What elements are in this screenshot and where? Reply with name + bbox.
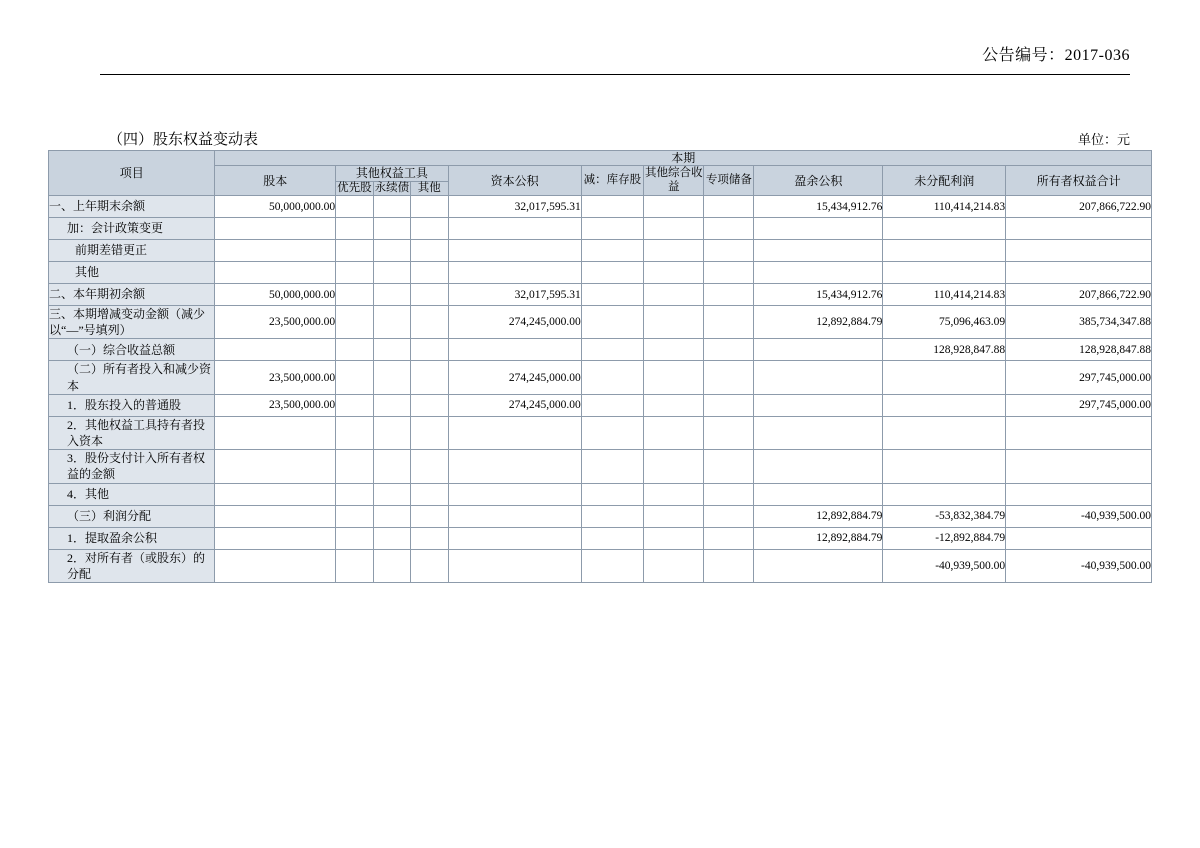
cell-other-comprehensive: [644, 284, 704, 306]
cell-other-comprehensive: [644, 196, 704, 218]
cell-perpetual: [373, 549, 410, 582]
cell-treasury: [581, 416, 643, 449]
cell-other-comprehensive: [644, 549, 704, 582]
cell-share-capital: 23,500,000.00: [215, 394, 336, 416]
cell-total-equity: [1006, 416, 1152, 449]
table-row: [49, 339, 1152, 361]
cell-capital-reserve: [448, 416, 581, 449]
cell-share-capital: 23,500,000.00: [215, 306, 336, 339]
cell-surplus-reserve: [754, 240, 883, 262]
cell-perpetual: [373, 284, 410, 306]
row-label: 2．其他权益工具持有者投入资本: [49, 416, 215, 449]
cell-total-equity: 385,734,347.88: [1006, 306, 1152, 339]
cell-special-reserve: [704, 361, 754, 394]
cell-treasury: [581, 527, 643, 549]
cell-total-equity: [1006, 218, 1152, 240]
table-row: [49, 416, 1152, 449]
cell-preferred: [336, 306, 373, 339]
cell-other-comprehensive: [644, 262, 704, 284]
cell-share-capital: 50,000,000.00: [215, 284, 336, 306]
cell-undistributed: [883, 262, 1006, 284]
cell-perpetual: [373, 361, 410, 394]
cell-capital-reserve: [448, 527, 581, 549]
cell-preferred: [336, 527, 373, 549]
cell-share-capital: [215, 549, 336, 582]
cell-special-reserve: [704, 218, 754, 240]
cell-special-reserve: [704, 549, 754, 582]
cell-total-equity: [1006, 527, 1152, 549]
cell-share-capital: [215, 262, 336, 284]
row-label: 其他: [49, 262, 215, 284]
cell-capital-reserve: 274,245,000.00: [448, 361, 581, 394]
cell-undistributed: 128,928,847.88: [883, 339, 1006, 361]
cell-preferred: [336, 450, 373, 483]
cell-undistributed: [883, 361, 1006, 394]
row-label: （二）所有者投入和减少资本: [49, 361, 215, 394]
cell-other-instrument: [411, 416, 448, 449]
table-row: [49, 361, 1152, 394]
cell-surplus-reserve: [754, 549, 883, 582]
cell-total-equity: [1006, 450, 1152, 483]
cell-total-equity: -40,939,500.00: [1006, 549, 1152, 582]
cell-other-comprehensive: [644, 394, 704, 416]
cell-special-reserve: [704, 394, 754, 416]
cell-other-comprehensive: [644, 483, 704, 505]
table-row: [49, 262, 1152, 284]
row-label: 1．提取盈余公积: [49, 527, 215, 549]
cell-other-comprehensive: [644, 339, 704, 361]
header-preferred-shares: 优先股: [337, 181, 372, 194]
cell-surplus-reserve: 15,434,912.76: [754, 196, 883, 218]
cell-treasury: [581, 262, 643, 284]
cell-other-comprehensive: [644, 361, 704, 394]
row-label: 3．股份支付计入所有者权益的金额: [49, 450, 215, 483]
header-treasury-stock: 减：库存股: [581, 166, 643, 196]
cell-total-equity: [1006, 240, 1152, 262]
table-header-period: [49, 151, 1152, 166]
cell-capital-reserve: 32,017,595.31: [448, 284, 581, 306]
cell-perpetual: [373, 505, 410, 527]
section-title-row: [108, 128, 1130, 149]
table-row: [49, 240, 1152, 262]
cell-undistributed: [883, 450, 1006, 483]
cell-surplus-reserve: [754, 483, 883, 505]
cell-capital-reserve: 274,245,000.00: [448, 394, 581, 416]
cell-undistributed: 110,414,214.83: [883, 284, 1006, 306]
cell-undistributed: [883, 218, 1006, 240]
table-row: [49, 450, 1152, 483]
cell-treasury: [581, 196, 643, 218]
cell-surplus-reserve: [754, 218, 883, 240]
cell-other-instrument: [411, 483, 448, 505]
cell-special-reserve: [704, 505, 754, 527]
cell-undistributed: 75,096,463.09: [883, 306, 1006, 339]
header-share-capital: 股本: [215, 166, 336, 196]
cell-undistributed: [883, 240, 1006, 262]
cell-undistributed: -12,892,884.79: [883, 527, 1006, 549]
cell-special-reserve: [704, 527, 754, 549]
header-item: 项目: [49, 151, 215, 196]
row-label: 1．股东投入的普通股: [49, 394, 215, 416]
header-period: 本期: [215, 151, 1152, 166]
cell-total-equity: [1006, 262, 1152, 284]
table-row: [49, 505, 1152, 527]
cell-other-comprehensive: [644, 527, 704, 549]
cell-preferred: [336, 284, 373, 306]
cell-total-equity: 207,866,722.90: [1006, 196, 1152, 218]
cell-preferred: [336, 416, 373, 449]
cell-undistributed: [883, 416, 1006, 449]
cell-undistributed: 110,414,214.83: [883, 196, 1006, 218]
cell-preferred: [336, 339, 373, 361]
cell-total-equity: 297,745,000.00: [1006, 361, 1152, 394]
cell-capital-reserve: [448, 549, 581, 582]
row-label: 一、上年期末余额: [49, 196, 215, 218]
cell-other-instrument: [411, 450, 448, 483]
header-other-instruments: 其他: [411, 181, 448, 195]
row-label: 前期差错更正: [49, 240, 215, 262]
cell-surplus-reserve: [754, 339, 883, 361]
cell-capital-reserve: [448, 505, 581, 527]
cell-capital-reserve: [448, 262, 581, 284]
cell-surplus-reserve: [754, 361, 883, 394]
cell-perpetual: [373, 394, 410, 416]
cell-other-instrument: [411, 218, 448, 240]
cell-preferred: [336, 361, 373, 394]
cell-share-capital: [215, 450, 336, 483]
cell-treasury: [581, 505, 643, 527]
cell-preferred: [336, 549, 373, 582]
cell-share-capital: [215, 218, 336, 240]
cell-share-capital: [215, 416, 336, 449]
cell-capital-reserve: [448, 218, 581, 240]
table-row: [49, 284, 1152, 306]
cell-undistributed: -40,939,500.00: [883, 549, 1006, 582]
cell-perpetual: [373, 339, 410, 361]
header-capital-reserve: 资本公积: [448, 166, 581, 196]
header-surplus-reserve: 盈余公积: [754, 166, 883, 196]
header-undistributed-profit: 未分配利润: [883, 166, 1006, 196]
cell-surplus-reserve: 12,892,884.79: [754, 505, 883, 527]
header-special-reserve: 专项储备: [704, 166, 754, 196]
cell-surplus-reserve: [754, 262, 883, 284]
cell-surplus-reserve: [754, 416, 883, 449]
table-row: [49, 394, 1152, 416]
cell-special-reserve: [704, 240, 754, 262]
cell-other-comprehensive: [644, 218, 704, 240]
cell-perpetual: [373, 218, 410, 240]
cell-surplus-reserve: 12,892,884.79: [754, 527, 883, 549]
cell-capital-reserve: [448, 450, 581, 483]
cell-other-instrument: [411, 196, 448, 218]
cell-perpetual: [373, 262, 410, 284]
cell-share-capital: [215, 240, 336, 262]
row-label: 二、本年期初余额: [49, 284, 215, 306]
header-total-equity: 所有者权益合计: [1006, 166, 1152, 196]
cell-special-reserve: [704, 416, 754, 449]
cell-share-capital: [215, 527, 336, 549]
cell-other-instrument: [411, 361, 448, 394]
cell-treasury: [581, 361, 643, 394]
cell-surplus-reserve: 12,892,884.79: [754, 306, 883, 339]
row-label: 2．对所有者（或股东）的分配: [49, 549, 215, 582]
table-row: [49, 483, 1152, 505]
cell-other-comprehensive: [644, 306, 704, 339]
cell-surplus-reserve: [754, 394, 883, 416]
cell-total-equity: [1006, 483, 1152, 505]
header-divider: [100, 74, 1130, 75]
cell-other-comprehensive: [644, 416, 704, 449]
cell-undistributed: [883, 394, 1006, 416]
cell-other-comprehensive: [644, 240, 704, 262]
cell-other-instrument: [411, 549, 448, 582]
cell-special-reserve: [704, 262, 754, 284]
cell-other-comprehensive: [644, 450, 704, 483]
cell-perpetual: [373, 306, 410, 339]
cell-special-reserve: [704, 450, 754, 483]
cell-perpetual: [373, 527, 410, 549]
cell-treasury: [581, 450, 643, 483]
header-other-comprehensive-income: 其他综合收益: [644, 166, 704, 196]
row-label: 4．其他: [49, 483, 215, 505]
page-title: （四）股东权益变动表: [108, 132, 259, 148]
cell-share-capital: [215, 483, 336, 505]
cell-capital-reserve: [448, 483, 581, 505]
cell-treasury: [581, 394, 643, 416]
cell-preferred: [336, 394, 373, 416]
cell-treasury: [581, 218, 643, 240]
cell-special-reserve: [704, 483, 754, 505]
cell-treasury: [581, 306, 643, 339]
cell-special-reserve: [704, 306, 754, 339]
table-body: [49, 196, 1152, 583]
cell-perpetual: [373, 240, 410, 262]
unit-label: 单位：元: [1077, 132, 1130, 147]
table-row: [49, 306, 1152, 339]
header-other-equity-instruments: 其他权益工具: [336, 166, 448, 181]
cell-perpetual: [373, 483, 410, 505]
table-row: [49, 196, 1152, 218]
cell-preferred: [336, 505, 373, 527]
cell-total-equity: 207,866,722.90: [1006, 284, 1152, 306]
cell-special-reserve: [704, 339, 754, 361]
cell-treasury: [581, 240, 643, 262]
cell-capital-reserve: 32,017,595.31: [448, 196, 581, 218]
cell-capital-reserve: [448, 240, 581, 262]
cell-preferred: [336, 262, 373, 284]
cell-undistributed: -53,832,384.79: [883, 505, 1006, 527]
cell-capital-reserve: [448, 339, 581, 361]
cell-preferred: [336, 240, 373, 262]
table-row: [49, 218, 1152, 240]
equity-change-table: [48, 150, 1152, 583]
row-label: （三）利润分配: [49, 505, 215, 527]
cell-perpetual: [373, 196, 410, 218]
cell-preferred: [336, 218, 373, 240]
cell-undistributed: [883, 483, 1006, 505]
row-label: 三、本期增减变动金额（减少以“—”号填列）: [49, 306, 215, 339]
cell-other-instrument: [411, 394, 448, 416]
cell-share-capital: 50,000,000.00: [215, 196, 336, 218]
cell-other-instrument: [411, 262, 448, 284]
cell-preferred: [336, 196, 373, 218]
cell-treasury: [581, 339, 643, 361]
cell-other-instrument: [411, 306, 448, 339]
cell-special-reserve: [704, 284, 754, 306]
announcement-number: 公告编号：2017-036: [982, 47, 1130, 64]
cell-share-capital: 23,500,000.00: [215, 361, 336, 394]
cell-other-instrument: [411, 505, 448, 527]
cell-surplus-reserve: [754, 450, 883, 483]
row-label: （一）综合收益总额: [49, 339, 215, 361]
cell-total-equity: 297,745,000.00: [1006, 394, 1152, 416]
cell-share-capital: [215, 505, 336, 527]
cell-treasury: [581, 483, 643, 505]
cell-special-reserve: [704, 196, 754, 218]
cell-other-instrument: [411, 240, 448, 262]
cell-perpetual: [373, 450, 410, 483]
cell-perpetual: [373, 416, 410, 449]
table-row: [49, 549, 1152, 582]
row-label: 加：会计政策变更: [49, 218, 215, 240]
header-perpetual-bonds: 永续债: [374, 181, 410, 194]
cell-total-equity: 128,928,847.88: [1006, 339, 1152, 361]
cell-capital-reserve: 274,245,000.00: [448, 306, 581, 339]
cell-other-instrument: [411, 339, 448, 361]
cell-other-instrument: [411, 284, 448, 306]
cell-treasury: [581, 284, 643, 306]
table-row: [49, 527, 1152, 549]
cell-other-comprehensive: [644, 505, 704, 527]
cell-surplus-reserve: 15,434,912.76: [754, 284, 883, 306]
cell-share-capital: [215, 339, 336, 361]
cell-total-equity: -40,939,500.00: [1006, 505, 1152, 527]
cell-treasury: [581, 549, 643, 582]
cell-other-instrument: [411, 527, 448, 549]
cell-preferred: [336, 483, 373, 505]
